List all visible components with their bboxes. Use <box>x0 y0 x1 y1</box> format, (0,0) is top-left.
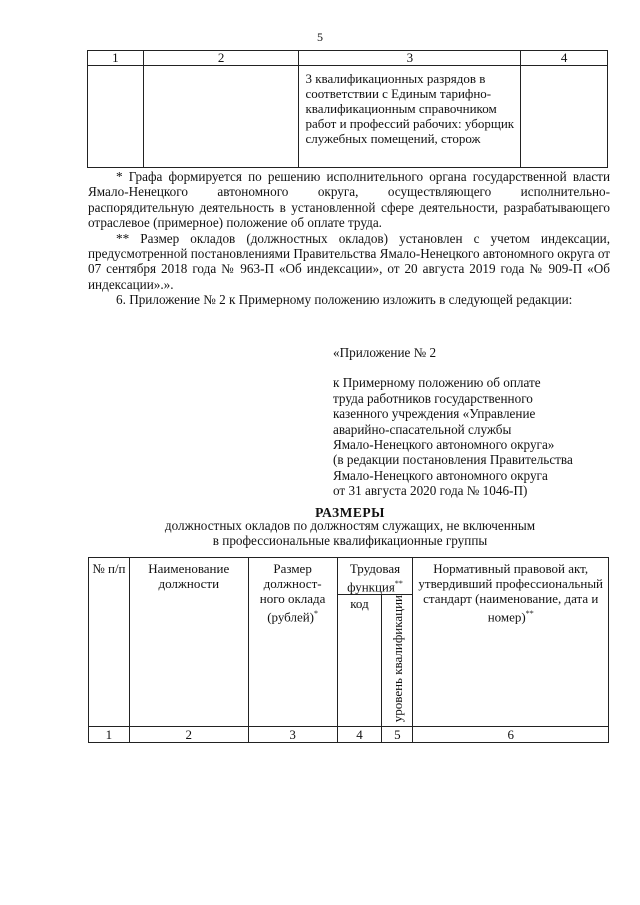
appendix-line: к Примерному положению об оплате <box>333 375 541 391</box>
footnotes <box>88 169 610 308</box>
page-number: 5 <box>317 30 323 44</box>
table-row <box>89 726 609 742</box>
appendix-line: аварийно-спасательной службы <box>333 421 512 437</box>
table-cell <box>88 66 144 168</box>
header-cell: 2 <box>143 51 299 66</box>
appendix-line: Ямало-Ненецкого автономного округа» <box>333 437 555 453</box>
table-cell: 5 <box>382 726 413 742</box>
appendix-line: Ямало-Ненецкого автономного округа <box>333 467 548 483</box>
table-header-row <box>89 558 609 595</box>
header-code: код <box>337 595 382 726</box>
appendix-line: (в редакции постановления Правительства <box>333 452 573 468</box>
table-row <box>88 66 608 168</box>
appendix-line: казенного учреждения «Управление <box>333 406 536 422</box>
table-cell: 2 <box>129 726 248 742</box>
appendix-line: от 31 августа 2020 года № 1046-П) <box>333 483 528 499</box>
appendix-heading <box>333 345 618 499</box>
footnote-2: ** Размер окладов (должностных окладов) установлен с учетом индексации, предусмотренной постановлениями Правительства Ямало-Ненецкого автономного округа от 07 сентября 2018 года № 963-П «Об индексации», от 20 августа 2019 года № 909-П «Об индексации».». <box>88 230 610 292</box>
top-table <box>87 50 608 168</box>
header-act: Нормативный правовой акт, утвердивший профессиональный стандарт (наименование, дата и номер)** <box>413 558 609 727</box>
header-level: уровень квалификации <box>382 595 413 726</box>
salary-table <box>88 557 609 743</box>
table-cell-description: 3 квалификационных разрядов в соответствии с Единым тарифно-квалификационным справочником работ и профессий рабочих: уборщик служебных помещений, сторож <box>299 66 521 168</box>
table-cell: 1 <box>89 726 130 742</box>
footnote-mark: * <box>314 609 319 618</box>
header-salary: Размер должност-ного оклада (рублей)* <box>248 558 337 727</box>
section-subtitle-line: должностных окладов по должностям служащих, не включенным <box>164 518 536 533</box>
header-cell: 3 <box>299 51 521 66</box>
table-cell: 4 <box>337 726 382 742</box>
table-cell <box>143 66 299 168</box>
table-cell: 6 <box>413 726 609 742</box>
section-title: РАЗМЕРЫ <box>315 505 385 520</box>
table-header-row <box>88 51 608 66</box>
appendix-line: труда работников государственного <box>333 390 533 406</box>
section-subtitle <box>0 518 640 549</box>
header-function: Трудовая функция** <box>337 558 413 595</box>
section-subtitle-line: в профессиональные квалификационные группы <box>212 533 488 549</box>
footnote-mark: ** <box>525 609 534 618</box>
header-cell: 4 <box>521 51 608 66</box>
table-cell <box>521 66 608 168</box>
footnote-mark: ** <box>394 579 403 588</box>
header-name: Наименование должности <box>129 558 248 727</box>
footnote-1: * Графа формируется по решению исполнительного органа государственной власти Ямало-Ненецкого автономного округа, осуществляющего исполнительно-распорядительную деятельность в установленной сфере деятельности, разрабатывающего отраслевое (примерное) положение об оплате труда. <box>88 169 610 231</box>
appendix-title: «Приложение № 2 <box>333 345 437 360</box>
header-cell: 1 <box>88 51 144 66</box>
header-no: № п/п <box>89 558 130 727</box>
item-6: 6. Приложение № 2 к Примерному положению изложить в следующей редакции: <box>116 292 573 308</box>
table-cell: 3 <box>248 726 337 742</box>
